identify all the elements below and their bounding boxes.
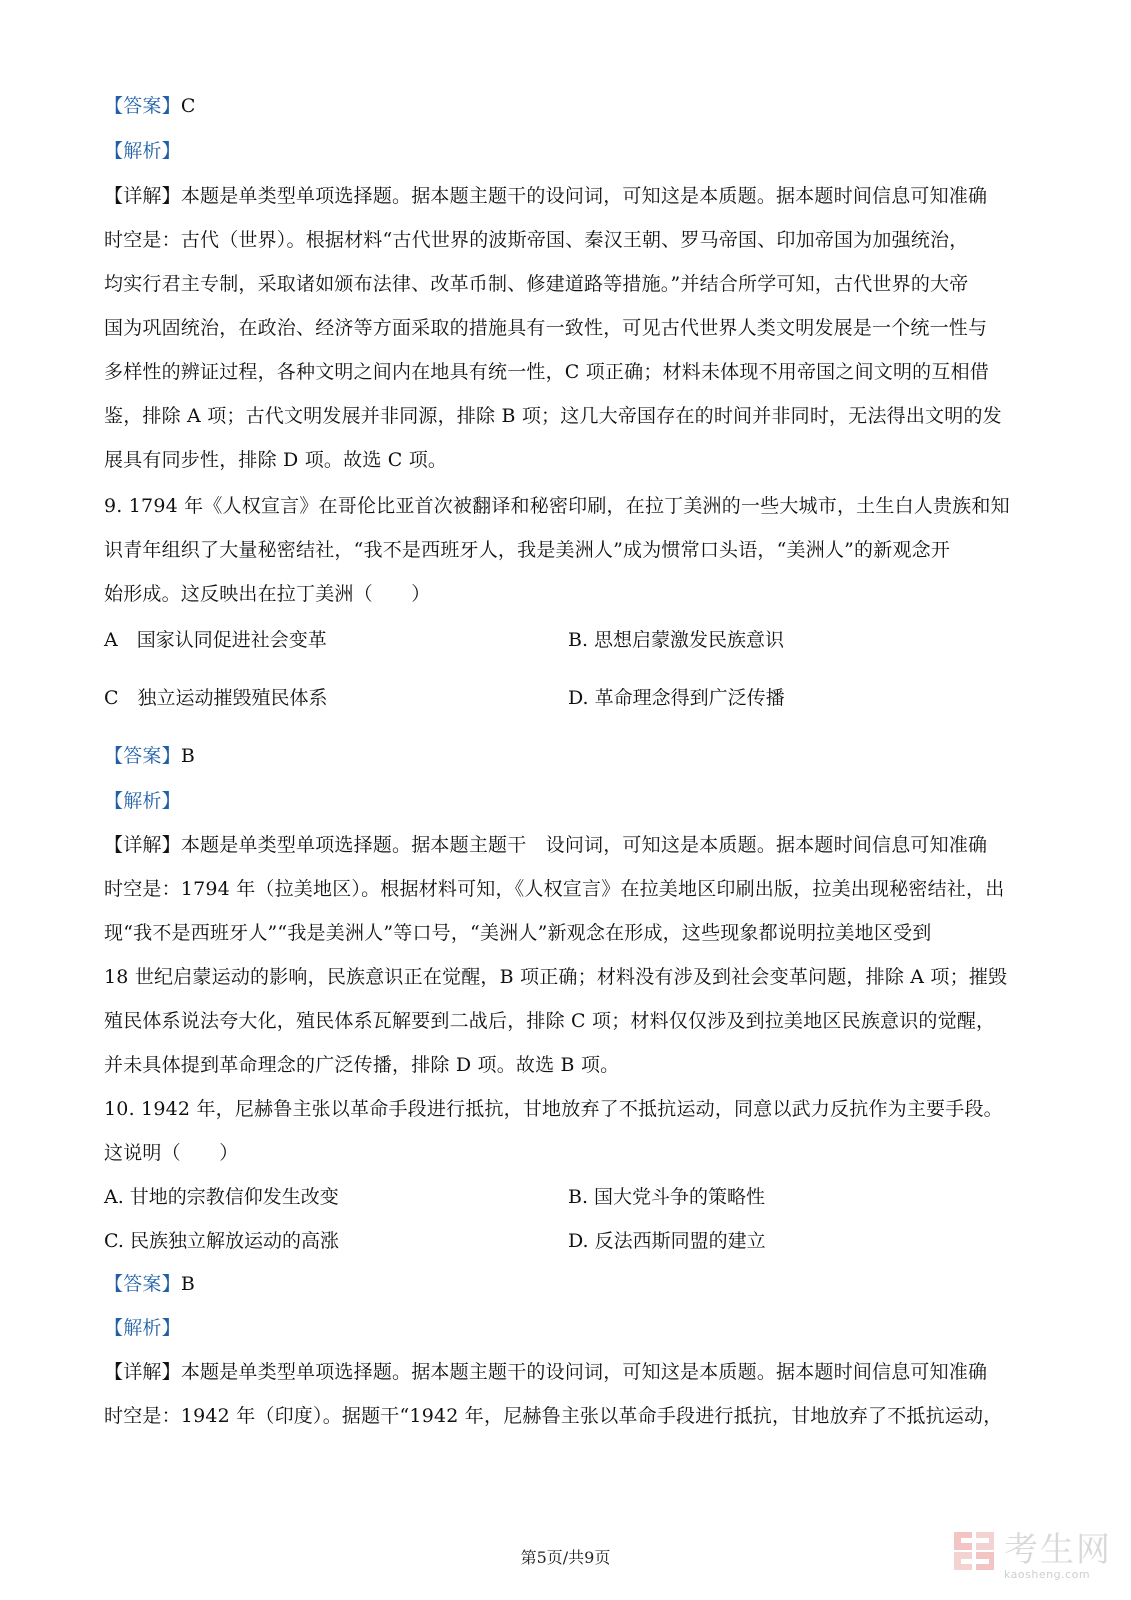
q8-analysis-line [104,139,1034,163]
q9-detail-line-6: 并未具体提到革命理念的广泛传播，排除 D 项。故选 B 项。 [104,1054,620,1076]
q10-analysis-line [104,1316,1034,1340]
q9-detail-line-2: 时空是：1794 年（拉美地区）。根据材料可知，《人权宣言》在拉美地区印刷出版，拉美出现秘密结社，出 [104,878,1005,900]
q9-detail-line-1 [104,833,1034,857]
q10-answer-line [104,1272,1034,1296]
q9-option-d: D. 革命理念得到广泛传播 [568,687,785,709]
watermark-brand: 考生网 [1004,1530,1112,1570]
q9-detail-line-3: 现“我不是西班牙人”“我是美洲人”等口号，“美洲人”新观念在形成，这些现象都说明拉美地区受到 [104,922,932,944]
watermark [952,1528,1122,1588]
q9-detail-line-5: 殖民体系说法夸大化，殖民体系瓦解要到二战后，排除 C 项；材料仅仅涉及到拉美地区民族意识的觉醒， [104,1010,996,1032]
q9-stem-line-3: 始形成。这反映出在拉丁美洲（ ） [104,583,431,605]
q9-stem-line-1: 9. 1794 年《人权宣言》在哥伦比亚首次被翻译和秘密印刷，在拉丁美洲的一些大城市，土生白人贵族和知 [104,495,1010,517]
q10-stem-line-1: 10. 1942 年，尼赫鲁主张以革命手段进行抵抗，甘地放弃了不抵抗运动，同意以武力反抗作为主要手段。 [104,1098,1003,1120]
q10-option-d: D. 反法西斯同盟的建立 [568,1230,766,1252]
q9-detail-line-4: 18 世纪启蒙运动的影响，民族意识正在觉醒，B 项正确；材料没有涉及到社会变革问题，排除 A 项；摧毁 [104,966,1008,988]
q10-option-c: C. 民族独立解放运动的高涨 [104,1230,339,1252]
q8-answer-line [104,94,1034,118]
q8-detail-label: 【详解】 [104,185,181,207]
q9-analysis-label: 【解析】 [104,790,181,812]
q10-analysis-label: 【解析】 [104,1317,181,1339]
q8-detail-line-7: 展具有同步性，排除 D 项。故选 C 项。 [104,449,448,471]
watermark-logo-icon [952,1528,998,1574]
q8-analysis-label: 【解析】 [104,140,181,162]
q9-answer-line [104,744,1034,768]
q9-answer-value: B [180,745,195,767]
q10-detail-label: 【详解】 [104,1361,181,1383]
q8-detail-line-2: 时空是：古代（世界）。根据材料“古代世界的波斯帝国、秦汉王朝、罗马帝国、印加帝国为加强统治， [104,229,969,251]
q10-option-a: A. 甘地的宗教信仰发生改变 [104,1186,339,1208]
q9-option-a: A 国家认同促进社会变革 [104,629,327,651]
q9-option-b: B. 思想启蒙激发民族意识 [568,629,785,651]
q8-detail-text: 本题是单类型单项选择题。据本题主题干的设问词，可知这是本质题。据本题时间信息可知准确 [180,185,988,207]
q8-detail-line-5: 多样性的辨证过程，各种文明之间内在地具有统一性，C 项正确；材料未体现不用帝国之间文明的互相借 [104,361,989,383]
q9-detail-label: 【详解】 [104,834,181,856]
q10-detail-text: 本题是单类型单项选择题。据本题主题干的设问词，可知这是本质题。据本题时间信息可知准确 [180,1361,988,1383]
q8-detail-line-3: 均实行君主专制，采取诸如颁布法律、改革币制、修建道路等措施。”并结合所学可知，古代世界的大帝 [104,273,969,295]
q9-analysis-line [104,789,1034,813]
q9-option-c: C 独立运动摧毁殖民体系 [104,687,328,709]
q10-detail-line-2: 时空是：1942 年（印度）。据题干“1942 年，尼赫鲁主张以革命手段进行抵抗，甘地放弃了不抵抗运动， [104,1405,1003,1427]
q10-answer-label: 【答案】 [104,1273,181,1295]
q8-detail-line-1 [104,184,1034,208]
watermark-url: kaosheng.com [1004,1568,1091,1581]
q10-answer-value: B [180,1273,195,1295]
q8-detail-line-6: 鉴，排除 A 项；古代文明发展并非同源，排除 B 项；这几大帝国存在的时间并非同时，无法得出文明的发 [104,405,1002,427]
q10-option-b: B. 国大党斗争的策略性 [568,1186,766,1208]
q9-answer-label: 【答案】 [104,745,181,767]
q10-detail-line-1 [104,1360,1034,1384]
q9-stem-line-2: 识青年组织了大量秘密结社，“我不是西班牙人，我是美洲人”成为惯常口头语，“美洲人”的新观念开 [104,539,951,561]
q9-detail-text: 本题是单类型单项选择题。据本题主题干 设问词，可知这是本质题。据本题时间信息可知准确 [180,834,988,856]
q8-answer-label: 【答案】 [104,95,181,117]
q8-answer-value: C [180,95,196,117]
q8-detail-line-4: 国为巩固统治，在政治、经济等方面采取的措施具有一致性，可见古代世界人类文明发展是一个统一性与 [104,317,988,339]
page-number: 第5页/共9页 [520,1548,611,1567]
q10-stem-line-2: 这说明（ ） [104,1142,239,1164]
